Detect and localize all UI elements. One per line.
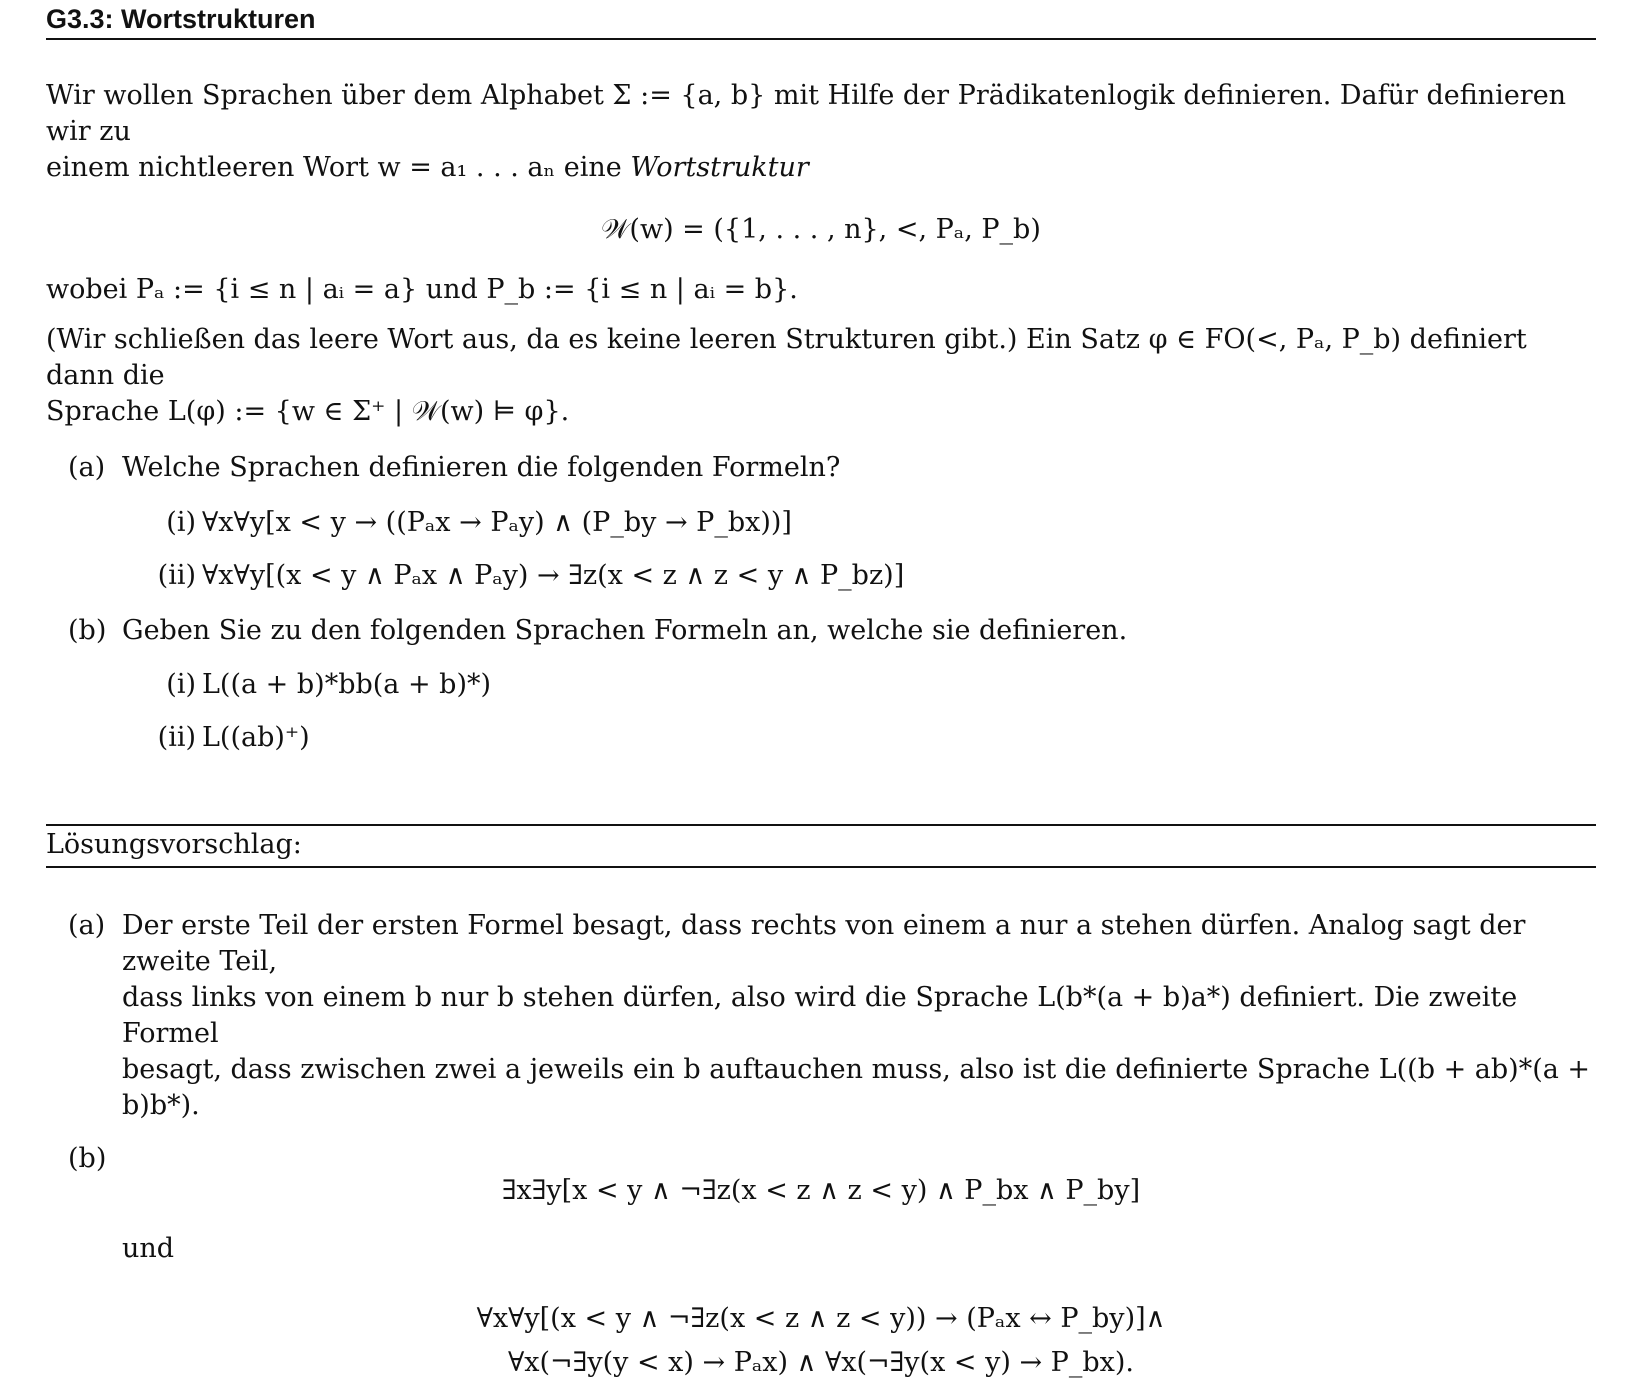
- remark-paragraph: [46, 322, 1596, 430]
- solution-divider-bottom: [46, 866, 1596, 868]
- solution-b-und: und: [122, 1233, 175, 1264]
- wortstruktur-definition: 𝒲(w) = ({1, . . . , n}, <, Pₐ, P_b): [601, 214, 1041, 245]
- task-b-text: Geben Sie zu den folgenden Sprachen Formeln an, welche sie definieren.: [122, 615, 1128, 646]
- task-b-i: [46, 667, 1596, 703]
- task-b-ii-formula: L((ab)⁺): [202, 722, 310, 753]
- solution-a: [46, 908, 1596, 1124]
- task-b-ii: [46, 720, 1596, 756]
- exercise-title: G3.3: Wortstrukturen: [46, 4, 316, 34]
- task-b-i-label: (i): [166, 669, 196, 700]
- title-divider: [46, 38, 1596, 40]
- solution-a-line-3: besagt, dass zwischen zwei a jeweils ein b auftauchen muss, also ist die definierte Sprache L((b + ab)*(a + b)b*).: [122, 1054, 1591, 1121]
- solution-a-line-1: Der erste Teil der ersten Formel besagt, dass rechts von einem a nur a stehen dürfen. Analog sagt der zweite Teil,: [122, 910, 1526, 977]
- task-a: [46, 450, 1596, 486]
- task-a-i-formula: ∀x∀y[x < y → ((Pₐx → Pₐy) ∧ (P_by → P_bx))]: [202, 507, 792, 538]
- solution-b-formula-1: ∃x∃y[x < y ∧ ¬∃z(x < z ∧ z < y) ∧ P_bx ∧ P_by]: [501, 1175, 1141, 1206]
- task-b-i-formula: L((a + b)*bb(a + b)*): [202, 669, 492, 700]
- solution-a-line-2: dass links von einem b nur b stehen dürfen, also wird die Sprache L(b*(a + b)a*) definiert. Die zweite Formel: [122, 982, 1518, 1049]
- task-b: [46, 613, 1596, 649]
- term-wortstruktur: Wortstruktur: [630, 152, 809, 183]
- task-b-ii-label: (ii): [157, 722, 196, 753]
- remark-line-2: Sprache L(φ) := {w ∈ Σ⁺ | 𝒲(w) ⊨ φ}.: [46, 396, 570, 427]
- solution-b-formula-2: [46, 1297, 1596, 1385]
- solution-b-spacer: [122, 1141, 1596, 1177]
- task-b-label: (b): [68, 615, 107, 646]
- task-a-label: (a): [68, 452, 106, 483]
- task-a-ii-formula: ∀x∀y[(x < y ∧ Pₐx ∧ Pₐy) → ∃z(x < z ∧ z < y ∧ P_bz)]: [202, 560, 905, 591]
- exercise-page: [46, 0, 1596, 1385]
- task-a-text: Welche Sprachen definieren die folgenden Formeln?: [122, 452, 841, 483]
- solution-a-label: (a): [68, 910, 106, 941]
- task-a-ii: [46, 558, 1596, 594]
- remark-line-1: (Wir schließen das leere Wort aus, da es keine leeren Strukturen gibt.) Ein Satz φ ∈ FO(<, Pₐ, P_b) definiert dann die: [46, 324, 1527, 391]
- task-a-ii-label: (ii): [157, 560, 196, 591]
- predicate-definitions: wobei Pₐ := {i ≤ n | aᵢ = a} und P_b := {i ≤ n | aᵢ = b}.: [46, 274, 798, 305]
- task-a-i: [46, 505, 1596, 541]
- solution-b-formula-2-line-2: ∀x(¬∃y(y < x) → Pₐx) ∧ ∀x(¬∃y(x < y) → P_bx).: [508, 1347, 1134, 1378]
- solution-heading: Lösungsvorschlag:: [46, 829, 302, 860]
- intro-line-2-text: einem nichtleeren Wort w = a₁ . . . aₙ eine: [46, 152, 622, 183]
- solution-b: [46, 1141, 1596, 1177]
- task-a-i-label: (i): [166, 507, 196, 538]
- solution-a-text: [122, 908, 1596, 1124]
- solution-b-label: (b): [68, 1143, 107, 1174]
- solution-b-formula-2-line-1: ∀x∀y[(x < y ∧ ¬∃z(x < z ∧ z < y)) → (Pₐx ↔ P_by)]∧: [476, 1303, 1166, 1334]
- intro-line-2: [46, 150, 1596, 186]
- intro-paragraph: [46, 78, 1596, 186]
- intro-line-1: Wir wollen Sprachen über dem Alphabet Σ := {a, b} mit Hilfe der Prädikatenlogik definieren. Dafür definieren wir zu: [46, 80, 1567, 147]
